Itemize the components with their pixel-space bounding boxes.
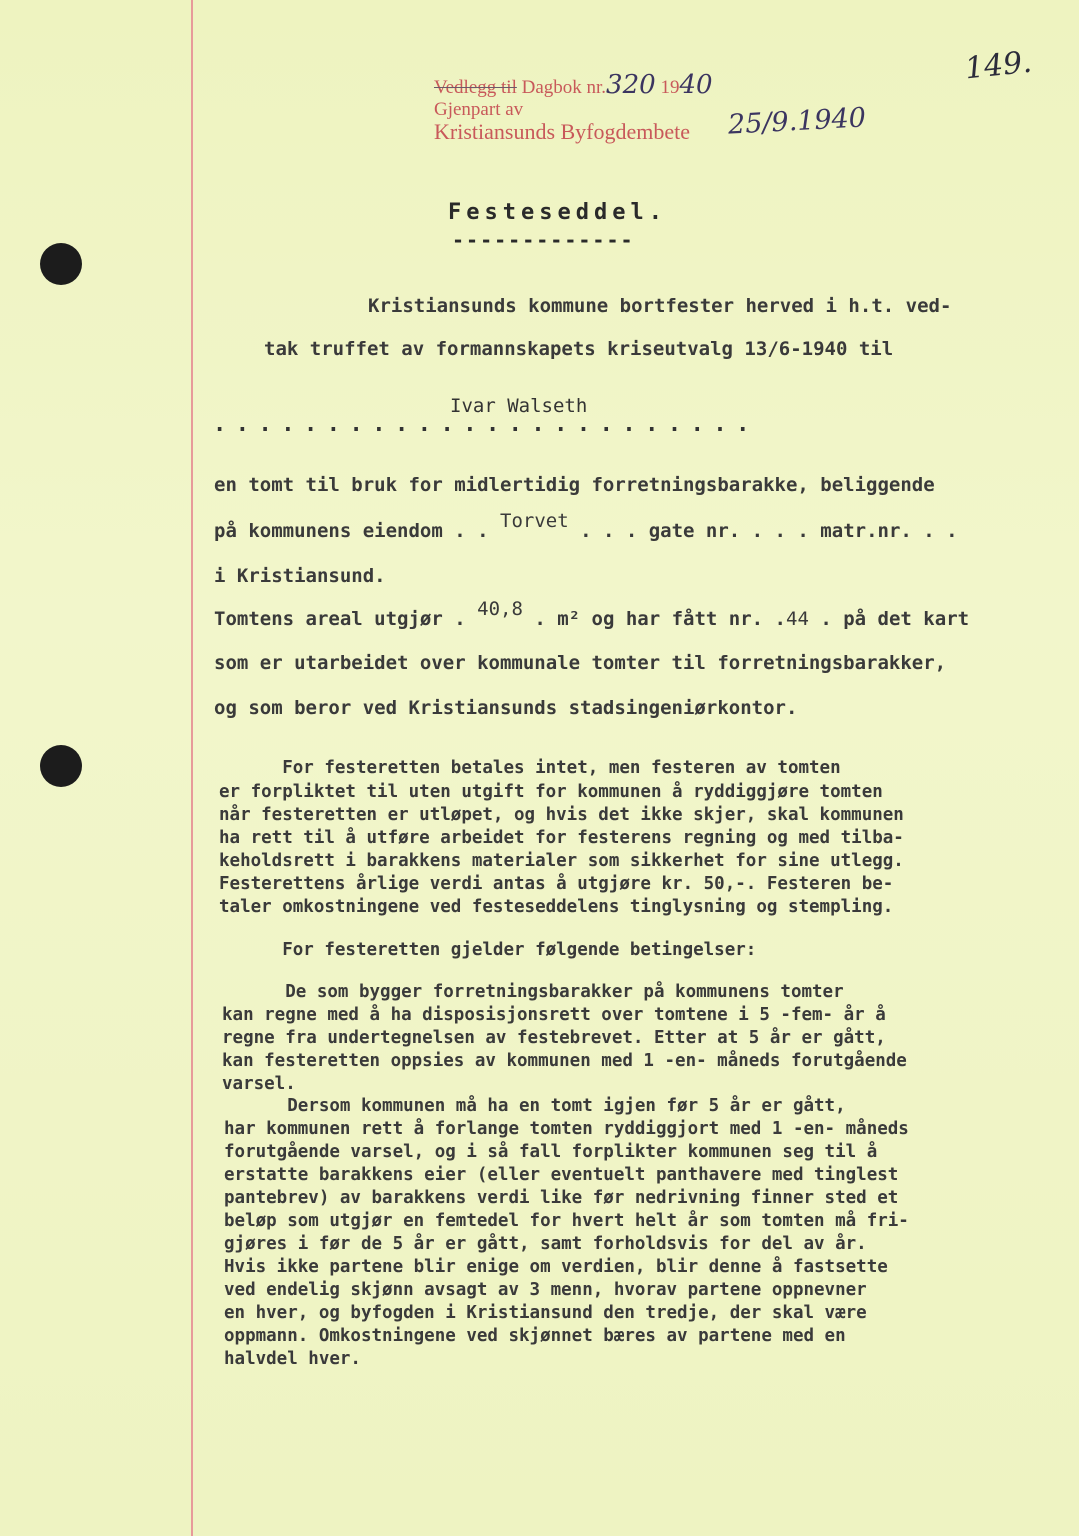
margin-line [191, 0, 193, 1536]
para4-line: ved endelig skjønn avsagt av 3 menn, hvorav partene oppnevner [224, 1280, 867, 1300]
stamp-year-suffix: 40 [679, 70, 713, 100]
area-line-start: Tomtens areal utgjør . [214, 608, 466, 630]
stamp-date: 25/9.1940 [727, 102, 867, 141]
para1-line: taler omkostningene ved festeseddelens tinglysning og stempling. [219, 897, 894, 917]
plot-line-3: i Kristiansund. [214, 565, 386, 587]
dotted-line: ........................ [213, 412, 759, 437]
stamp-gjenpart: Gjenpart av [434, 99, 524, 120]
para3-line: kan festeretten oppsies av kommunen med 1 -en- måneds forutgående [222, 1051, 907, 1071]
plot-line-1: en tomt til bruk for midlertidig forretningsbarakke, beliggende [214, 474, 935, 496]
area-line [214, 598, 970, 630]
para4-line: oppmann. Omkostningene ved skjønnet bæres av partene med en [224, 1326, 846, 1346]
para4-line: erstatte barakkens eier (eller eventuelt panthavere med tinglest [224, 1165, 899, 1185]
street-name: Torvet [500, 510, 569, 532]
document-title: Festeseddel. [448, 200, 667, 225]
stamp-year-prefix: 19 [660, 77, 680, 98]
para4-line: har kommunen rett å forlange tomten ryddiggjort med 1 -en- måneds [224, 1119, 909, 1139]
para3-line: De som bygger forretningsbarakker på kommunens tomter [222, 982, 844, 1002]
plot-number: 44 [786, 608, 809, 630]
intro-line-1: Kristiansunds kommune bortfester herved i h.t. ved- [368, 295, 952, 317]
intro-line-2: tak truffet av formannskapets kriseutvalg 13/6-1940 til [264, 338, 894, 360]
stamp-dagbok: Dagbok nr. [521, 77, 607, 98]
plot-line-2-start: på kommunens eiendom . . [214, 520, 489, 542]
para4-line: Dersom kommunen må ha en tomt igjen før 5 år er gått, [224, 1096, 846, 1116]
map-line-2: og som beror ved Kristiansunds stadsingeniørkontor. [214, 697, 798, 719]
punch-hole [40, 243, 82, 285]
para1-line: når festeretten er utløpet, og hvis det ikke skjer, skal kommunen [219, 805, 904, 825]
para4-line: en hver, og byfogden i Kristiansund den tredje, der skal være [224, 1303, 867, 1323]
para4-line: forutgående varsel, og i så fall forplikter kommunen seg til å [224, 1142, 878, 1162]
plot-line-2-end: . . . gate nr. . . . matr.nr. . . [580, 520, 958, 542]
registry-stamp [434, 70, 713, 144]
map-line-1: som er utarbeidet over kommunale tomter til forretningsbarakker, [214, 652, 947, 674]
para1-line: er forpliktet til uten utgift for kommunen å ryddiggjøre tomten [219, 782, 883, 802]
plot-line-2 [214, 510, 958, 542]
para4-line: halvdel hver. [224, 1349, 361, 1369]
para1-line: For festeretten betales intet, men festeren av tomten [219, 758, 841, 778]
para4-line: Hvis ikke partene blir enige om verdien, blir denne å fastsette [224, 1257, 888, 1277]
para1-line: Festerettens årlige verdi antas å utgjøre kr. 50,-. Festeren be- [219, 874, 894, 894]
lessee-name: Ivar Walseth [450, 395, 588, 417]
para4-line: pantebrev) av barakkens verdi like før nedrivning finner sted et [224, 1188, 899, 1208]
stamp-dagbok-number: 320 [606, 70, 656, 100]
para1-line: ha rett til å utføre arbeidet for festerens regning og med tilba- [219, 828, 904, 848]
para3-line: kan regne med å ha disposisjonsrett over tomtene i 5 -fem- år å [222, 1005, 886, 1025]
stamp-office: Kristiansunds Byfogdembete [434, 119, 691, 144]
para3-line: varsel. [222, 1074, 296, 1094]
punch-hole [40, 745, 82, 787]
title-underline: ------------- [452, 228, 635, 252]
para1-line: keholdsrett i barakkens materialer som sikkerhet for sine utlegg. [219, 851, 904, 871]
page-number: 149. [963, 44, 1034, 87]
conditions-heading: For festeretten gjelder følgende betingelser: [219, 940, 757, 960]
para4-line: beløp som utgjør en femtedel for hvert helt år som tomten må fri- [224, 1211, 909, 1231]
para4-line: gjøres i før de 5 år er gått, samt forholdsvis for del av år. [224, 1234, 867, 1254]
para3-line: regne fra undertegnelsen av festebrevet. Etter at 5 år er gått, [222, 1028, 886, 1048]
area-line-middle: . m² og har fått nr. . [534, 608, 787, 630]
area-line-end: . på det kart [820, 608, 970, 630]
area-value: 40,8 [477, 598, 523, 620]
stamp-vedlegg: Vedlegg til [434, 77, 517, 98]
